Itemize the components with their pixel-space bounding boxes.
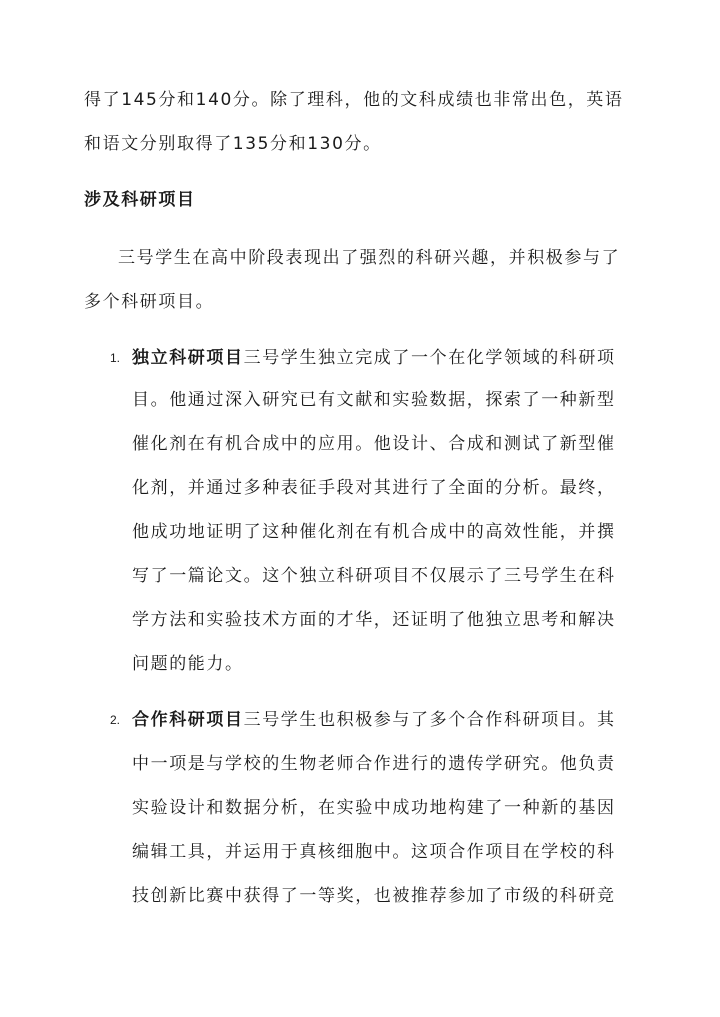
section-intro-line-2: 多个科研项目。 bbox=[84, 292, 215, 312]
item-first-line bbox=[132, 346, 616, 370]
item-line: 目。他通过深入研究已有文献和实验数据，探索了一种新型 bbox=[132, 390, 616, 410]
item-line: 写了一篇论文。这个独立科研项目不仅展示了三号学生在科 bbox=[132, 566, 616, 586]
intro-line-2: 和语文分别取得了135分和130分。 bbox=[84, 134, 382, 154]
section-intro-line-1: 三号学生在高中阶段表现出了强烈的科研兴趣，并积极参与了 bbox=[118, 248, 621, 268]
item-line: 实验设计和数据分析，在实验中成功地构建了一种新的基因 bbox=[132, 798, 616, 818]
item-line: 催化剂在有机合成中的应用。他设计、合成和测试了新型催 bbox=[132, 434, 616, 454]
item-line: 化剂，并通过多种表征手段对其进行了全面的分析。最终， bbox=[132, 478, 616, 498]
section-heading: 涉及科研项目 bbox=[84, 190, 196, 210]
item-line: 学方法和实验技术方面的才华，还证明了他独立思考和解决 bbox=[132, 610, 616, 630]
item-title: 独立科研项目 bbox=[132, 348, 244, 368]
item-first-line bbox=[132, 708, 616, 732]
item-line: 中一项是与学校的生物老师合作进行的遗传学研究。他负责 bbox=[132, 754, 616, 774]
item-first-line-rest: 三号学生独立完成了一个在化学领域的科研项 bbox=[243, 348, 616, 368]
item-line: 技创新比赛中获得了一等奖，也被推荐参加了市级的科研竞 bbox=[132, 886, 616, 906]
item-first-line-rest: 三号学生也积极参与了多个合作科研项目。其 bbox=[243, 710, 616, 730]
item-number: 1. bbox=[110, 351, 121, 365]
intro-line-1: 得了145分和140分。除了理科，他的文科成绩也非常出色，英语 bbox=[84, 90, 624, 110]
item-number: 2. bbox=[110, 713, 121, 727]
item-line: 编辑工具，并运用于真核细胞中。这项合作项目在学校的科 bbox=[132, 842, 616, 862]
item-title: 合作科研项目 bbox=[132, 710, 244, 730]
item-line: 问题的能力。 bbox=[132, 654, 244, 674]
item-line: 他成功地证明了这种催化剂在有机合成中的高效性能，并撰 bbox=[132, 522, 616, 542]
